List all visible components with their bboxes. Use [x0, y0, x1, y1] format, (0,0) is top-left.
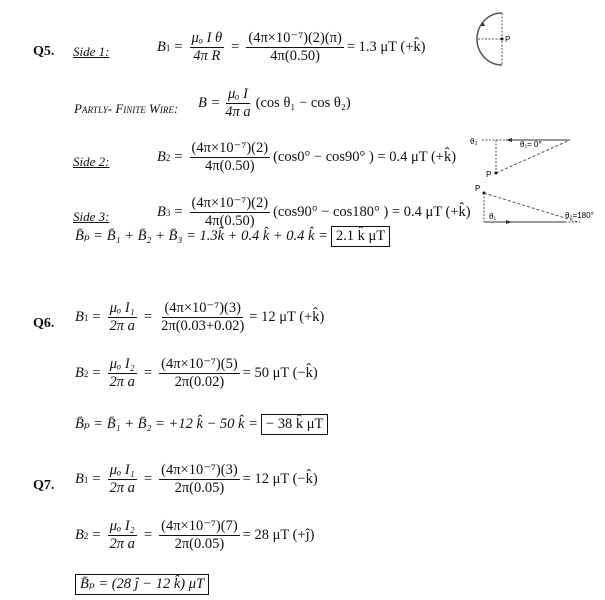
partly-finite-label: Partly- Finite Wire:	[74, 101, 179, 116]
q7-total-equation	[75, 574, 209, 595]
svg-text:P: P	[475, 185, 481, 193]
svg-text:θ₂=180°: θ₂=180°	[565, 211, 594, 220]
q5-side2-equation: B 2 = $\frac{\text{(4π×10⁻⁷)(2)}}{4\pi(0.50)}$ (cos0° − cos90° ) = 0.4 μT (+k̂)	[157, 140, 457, 174]
semicircle-diagram	[470, 10, 520, 70]
q5-total-equation: B̄ₚ = B̄₁ + B̄₂ + B̄₃ = 1.3k̂ + 0.4 k̂ + 0.4 k̂ = 2.1 k̂ μT	[75, 226, 390, 247]
partly-finite-equation: B = $\frac{\text{μₒ I}}{\text{4π a}}$ (cos θ₁ − cos θ₂)	[198, 86, 351, 120]
svg-text:θ₂: θ₂	[470, 137, 478, 146]
q5-side1-equation: B 1 = $\frac{\text{μₒ I θ}}{\text{4π R}}$ = $\frac{\text{(4π×10⁻⁷)(2)(π)}}{4\pi(0.50)}$ = 1.3 μT (+k̂)	[157, 30, 426, 64]
q5-label: Q5.	[33, 44, 55, 59]
svg-text:P: P	[505, 35, 511, 44]
q5-side1-label: Side 1:	[73, 44, 110, 59]
q6-total-equation: B̄ₚ = B̄₁ + B̄₂ = +12 k̂ − 50 k̂ = − 38 k̂ μT	[75, 414, 328, 435]
side2-diagram	[470, 133, 605, 181]
q7-b2-equation: B 2 = $\frac{\text{μₒ I₂}}{\text{2π a}}$ = $\frac{\text{(4π×10⁻⁷)(7)}}{2\pi(0.05)}$ = 28 μT (+ĵ)	[75, 518, 315, 552]
side3-diagram	[470, 185, 605, 230]
q7-answer-box: B̄ₚ = (28 ĵ − 12 k̂) μT	[75, 574, 209, 595]
q5-side2-label: Side 2:	[73, 154, 110, 169]
lhs: B	[157, 39, 166, 55]
q6-label: Q6.	[33, 316, 55, 331]
formula-fraction: $\frac{\text{μₒ I θ}}{\text{4π R}}$	[191, 30, 223, 64]
q6-b1-equation: B 1 = $\frac{\text{μₒ I₁}}{\text{2π a}}$ = $\frac{\text{(4π×10⁻⁷)(3)}}{2\pi(0.03+0.02)}$ = 12 μT (+k̂)	[75, 300, 325, 334]
q5-side3-label: Side 3:	[73, 209, 110, 224]
svg-text:θ₁: θ₁	[489, 212, 497, 221]
q7-label: Q7.	[33, 478, 55, 493]
svg-text:θ₁= 0°: θ₁= 0°	[520, 140, 542, 149]
q5-answer-box: 2.1 k̂ μT	[331, 226, 390, 247]
q7-b1-equation: B 1 = $\frac{\text{μₒ I₁}}{\text{2π a}}$ = $\frac{\text{(4π×10⁻⁷)(3)}}{2\pi(0.05)}$ = 12 μT (−k̂)	[75, 462, 318, 496]
result: = 1.3 μT (+k̂)	[346, 39, 426, 55]
q6-b2-equation: B 2 = $\frac{\text{μₒ I₂}}{\text{2π a}}$ = $\frac{\text{(4π×10⁻⁷)(5)}}{2\pi(0.02)}$ = 50 μT (−k̂)	[75, 356, 318, 390]
q6-answer-box: − 38 k̂ μT	[261, 414, 328, 435]
svg-text:P: P	[486, 170, 492, 179]
substitution-fraction: $\frac{\text{(4π×10⁻⁷)(2)(π)}}{4\pi(0.50)}$	[248, 30, 342, 64]
q5-side3-equation: B 3 = $\frac{\text{(4π×10⁻⁷)(2)}}{4\pi(0.50)}$ (cos90° − cos180° ) = 0.4 μT (+k̂)	[157, 195, 471, 229]
